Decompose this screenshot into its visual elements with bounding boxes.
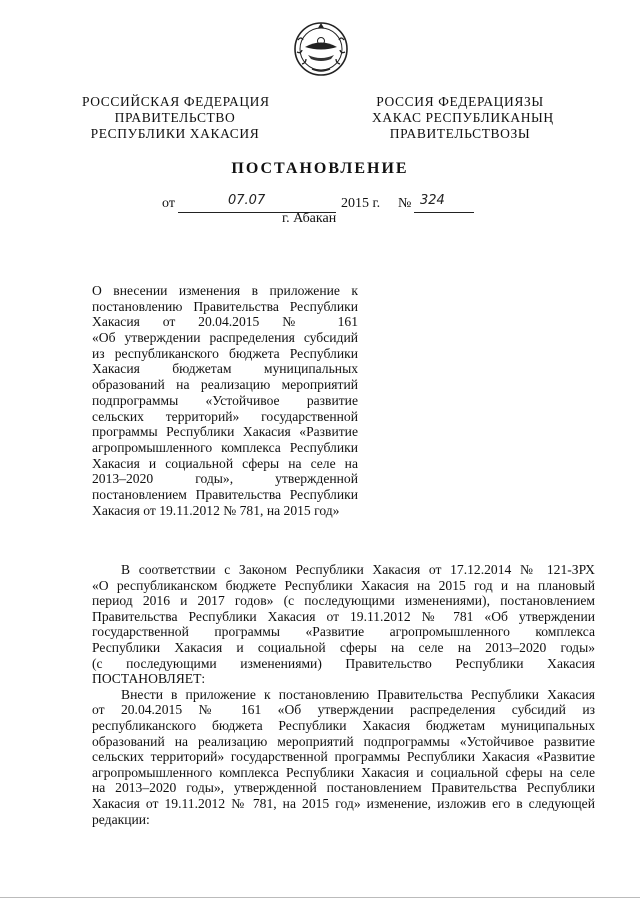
body-line: на 2013–2020 годы», утвержденной постановлением Правительства Республики [92,780,595,796]
subject-line: агропромышленного комплекса Республики [92,439,358,455]
header-left-line-3: РЕСПУБЛИКИ ХАКАСИЯ [90,126,260,141]
date-year: 2015 г. [341,196,381,211]
subject-line: подпрограммы «Устойчивое развитие [92,392,358,408]
body-line: (с последующими изменениями) Правительство Республики Хакасия [92,655,595,671]
coat-of-arms-icon [292,18,350,78]
body-line: Хакасия от 19.11.2012 № 781, на 2015 год» изменение, изложив его в следующей [92,795,595,811]
header-left-line-2: ПРАВИТЕЛЬСТВО [114,110,236,125]
subject-line: Хакасия и социальной сферы на селе на [92,455,358,471]
subject-line: из республиканского бюджета Республики [92,345,358,361]
subject-line: постановлением Правительства Республики [92,486,358,502]
body-text [92,562,595,827]
number-handwritten: 324 [420,193,445,208]
subject-line: «Об утверждении распределения субсидий [92,330,358,346]
subject-line: постановлению Правительства Республики [92,298,358,314]
subject-block [92,283,358,518]
header-left-line-1: РОССИЙСКАЯ ФЕДЕРАЦИЯ [82,94,270,109]
body-line: сельских территорий» государственной программы Республики Хакасия «Развитие [92,749,595,765]
document-title: ПОСТАНОВЛЕНИЕ [231,160,409,177]
subject-line: программы Республики Хакасия «Развитие [92,424,358,440]
subject-line: сельских территорий» государственной [92,408,358,424]
header-right-line-2: ХАКАС РЕСПУБЛИКАНЫҢ [372,110,554,125]
header-right-block [372,94,554,142]
body-line: от 20.04.2015 № 161 «Об утверждении распределения субсидий из [92,702,595,718]
body-line: редакции: [92,811,150,827]
body-line: В соответствии с Законом Республики Хакасия от 17.12.2014 № 121-ЗРХ [121,562,595,577]
body-line: Внести в приложение к постановлению Правительства Республики Хакасия [121,686,595,702]
body-line: ПОСТАНОВЛЯЕТ: [92,671,206,687]
body-line: республиканского бюджета Республики Хакасия бюджетам муниципальных [92,717,595,733]
page-edge-divider [0,897,640,898]
header-right-line-3: ПРАВИТЕЛЬСТВОЗЫ [389,126,531,141]
body-line: период 2016 и 2017 годов» (с последующими изменениями), постановлением [92,593,595,609]
body-line: государственной программы «Развитие агропромышленного комплекса [92,624,595,640]
date-prefix: от [162,196,175,211]
body-line: агропромышленного комплекса Республики Хакасия и социальной сферы на селе [92,764,595,780]
header-left-block [82,94,268,142]
header-right-line-1: РОССИЯ ФЕДЕРАЦИЯЗЫ [376,94,544,109]
city: г. Абакан [282,211,337,226]
subject-line: О внесении изменения в приложение к [92,283,358,298]
body-line: «О республиканском бюджете Республики Хакасия на 2015 год и на плановый [92,577,595,593]
subject-line: Хакасия от 19.11.2012 № 781, на 2015 год» [92,502,340,518]
subject-line: Хакасия от 20.04.2015 № 161 [92,314,358,330]
subject-line: 2013–2020 годы», утвержденной [92,471,358,487]
date-handwritten: 07.07 [228,193,266,208]
body-line: Правительства Республики Хакасия от 19.11.2012 № 781 «Об утверждении [92,608,595,624]
body-line: Республики Хакасия и социальной сферы на селе на 2013–2020 годы» [92,639,595,655]
body-line: образований на реализацию мероприятий подпрограммы «Устойчивое развитие [92,733,595,749]
number-sign: № [398,196,412,211]
subject-line: образований на реализацию мероприятий [92,377,358,393]
number-underline [414,212,474,213]
subject-line: Хакасия бюджетам муниципальных [92,361,358,377]
